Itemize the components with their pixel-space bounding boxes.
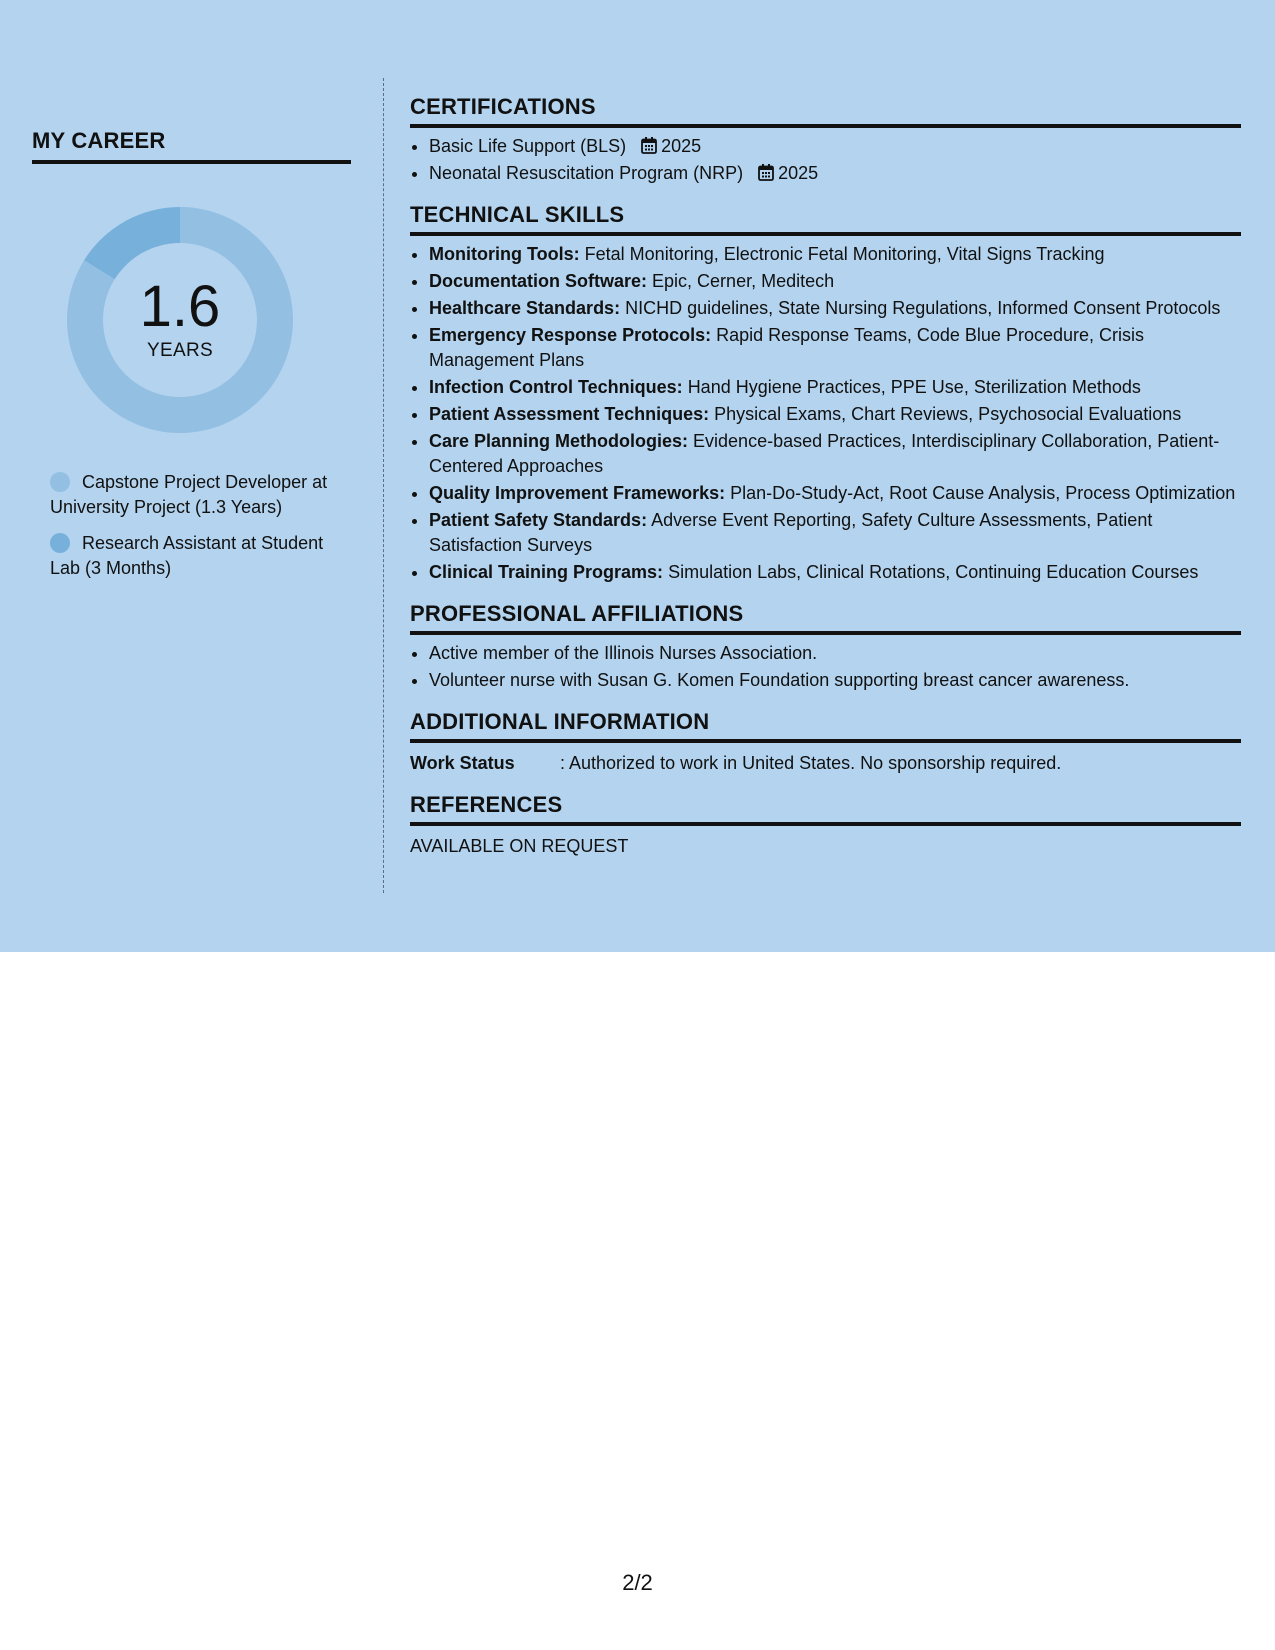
section-title: PROFESSIONAL AFFILIATIONS [410, 601, 1241, 635]
certifications-section [410, 94, 1241, 186]
section-title: CERTIFICATIONS [410, 94, 1241, 128]
skills-list [410, 242, 1241, 585]
work-status-label: Work Status [410, 753, 515, 773]
career-title: MY CAREER [32, 128, 351, 164]
career-total-value: 1.6 [139, 274, 221, 339]
skill-value: Epic, Cerner, Meditech [652, 271, 835, 291]
skill-label: Infection Control Techniques: [429, 377, 683, 397]
career-panel [32, 60, 351, 592]
skill-value: Plan-Do-Study-Act, Root Cause Analysis, Process Optimization [730, 483, 1236, 503]
skill-label: Documentation Software: [429, 271, 648, 291]
legend-dot [50, 472, 70, 492]
legend-dot [50, 533, 70, 553]
donut-center [66, 206, 294, 434]
skill-label: Care Planning Methodologies: [429, 431, 689, 451]
certification-name: Basic Life Support (BLS) [429, 136, 627, 156]
page-number: 2/2 [622, 1570, 653, 1595]
certifications-list [410, 134, 1241, 186]
calendar-icon [758, 164, 774, 181]
legend-label: Capstone Project Developer at University Project (1.3 Years) [50, 472, 328, 517]
skill-value: Evidence-based Practices, Interdisciplinary Collaboration, Patient-Centered Approaches [429, 431, 1220, 476]
skill-item [429, 429, 1241, 479]
section-title: REFERENCES [410, 792, 1241, 826]
legend-item [50, 470, 351, 520]
main-content [410, 94, 1241, 873]
certification-name: Neonatal Resuscitation Program (NRP) [429, 163, 744, 183]
skill-label: Quality Improvement Frameworks: [429, 483, 726, 503]
skill-value: Adverse Event Reporting, Safety Culture Assessments, Patient Satisfaction Surveys [429, 510, 1153, 555]
section-title: ADDITIONAL INFORMATION [410, 709, 1241, 743]
skill-item [429, 481, 1241, 506]
skill-value: Simulation Labs, Clinical Rotations, Continuing Education Courses [668, 562, 1199, 582]
work-status-row [410, 751, 1241, 776]
affiliations-section [410, 601, 1241, 693]
skill-label: Patient Assessment Techniques: [429, 404, 710, 424]
additional-info-section [410, 709, 1241, 776]
skill-value: Physical Exams, Chart Reviews, Psychosocial Evaluations [714, 404, 1182, 424]
skill-item [429, 560, 1241, 585]
legend-label: Research Assistant at Student Lab (3 Months) [50, 533, 324, 578]
column-divider [383, 78, 384, 893]
skill-value: Fetal Monitoring, Electronic Fetal Monitoring, Vital Signs Tracking [584, 244, 1105, 264]
skill-item [429, 402, 1241, 427]
skill-label: Healthcare Standards: [429, 298, 621, 318]
skill-item [429, 269, 1241, 294]
skill-item [429, 242, 1241, 267]
certification-item [429, 134, 1241, 159]
skill-item [429, 323, 1241, 373]
skill-value: Rapid Response Teams, Code Blue Procedure, Crisis Management Plans [429, 325, 1144, 370]
skill-value: NICHD guidelines, State Nursing Regulations, Informed Consent Protocols [625, 298, 1221, 318]
skill-item [429, 375, 1241, 400]
work-status-value: : Authorized to work in United States. No sponsorship required. [560, 753, 1062, 773]
affiliations-list [410, 641, 1241, 693]
skill-item [429, 508, 1241, 558]
affiliation-item: • Active member of the Illinois Nurses Association. [429, 641, 1241, 666]
skill-value: Hand Hygiene Practices, PPE Use, Sterilization Methods [687, 377, 1141, 397]
certification-item [429, 161, 1241, 186]
certification-year: 2025 [778, 163, 819, 183]
skills-section [410, 202, 1241, 585]
affiliation-item: • Volunteer nurse with Susan G. Komen Foundation supporting breast cancer awareness. [429, 668, 1241, 693]
career-donut-chart [66, 206, 294, 434]
skill-label: Clinical Training Programs: [429, 562, 664, 582]
skill-item [429, 296, 1241, 321]
references-text: AVAILABLE ON REQUEST [410, 836, 629, 856]
legend-item [50, 531, 351, 581]
skill-label: Monitoring Tools: [429, 244, 580, 264]
skill-label: Patient Safety Standards: [429, 510, 648, 530]
certification-year: 2025 [661, 136, 702, 156]
references-section [410, 792, 1241, 857]
career-legend [50, 470, 351, 581]
calendar-icon [641, 137, 657, 154]
section-title: TECHNICAL SKILLS [410, 202, 1241, 236]
skill-label: Emergency Response Protocols: [429, 325, 712, 345]
career-total-unit: YEARS [147, 340, 213, 361]
